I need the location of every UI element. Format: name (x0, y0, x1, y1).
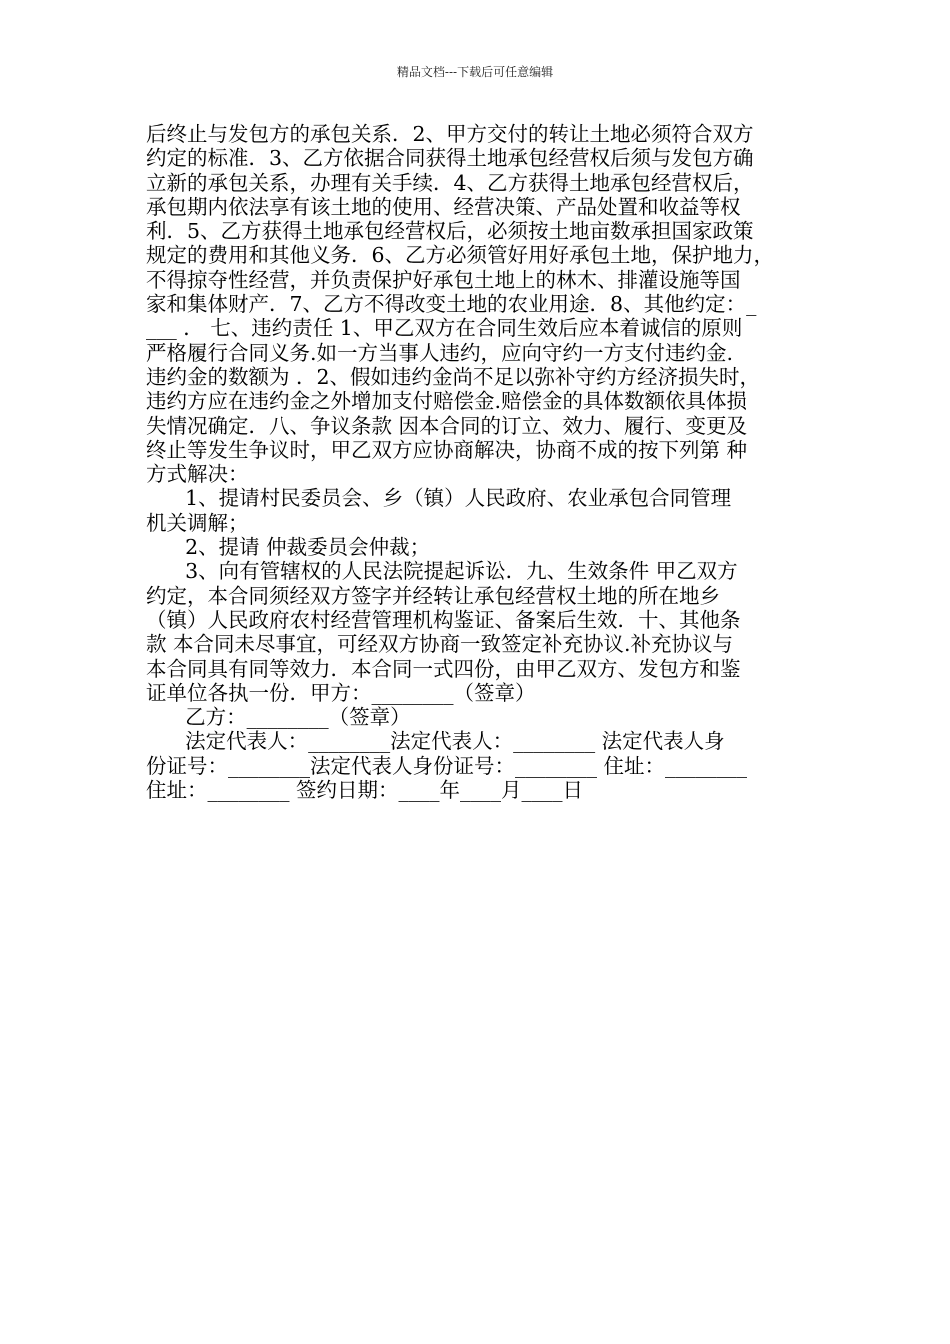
body-line: 立新的承包关系，办理有关手续．4、乙方获得土地承包经营权后， (146, 170, 754, 195)
body-line: 法定代表人：________法定代表人：________ 法定代表人身 (146, 729, 725, 754)
body-line: 利．5、乙方获得土地承包经营权后，必须按土地亩数承担国家政策 (146, 219, 754, 244)
body-line: 份证号：________法定代表人身份证号：________ 住址：________ (146, 753, 748, 778)
body-line: 不得掠夺性经营，并负责保护好承包土地上的林木、排灌设施等国 (146, 267, 741, 292)
body-line: 3、向有管辖权的人民法院提起诉讼．九、生效条件 甲乙双方 (146, 559, 738, 584)
body-line: 约定的标准．3、乙方依据合同获得土地承包经营权后须与发包方确 (146, 146, 754, 171)
body-line: 款 本合同未尽事宜，可经双方协商一致签定补充协议.补充协议与 (146, 632, 734, 657)
body-line: 承包期内依法享有该土地的使用、经营决策、产品处置和收益等权 (146, 194, 741, 219)
body-line: 乙方：________（签章） (146, 705, 411, 730)
body-line: 违约方应在违约金之外增加支付赔偿金.赔偿金的具体数额依具体损 (146, 389, 748, 414)
body-line: 约定，本合同须经双方签字并经转让承包经营权土地的所在地乡 (146, 583, 720, 608)
body-line: 家和集体财产．7、乙方不得改变土地的农业用途．8、其他约定：_ (146, 292, 757, 317)
document-body (146, 122, 811, 802)
body-line: （镇）人民政府农村经营管理机构鉴证、备案后生效．十、其他条 (146, 607, 741, 632)
body-line: 违约金的数额为 ．2、假如违约金尚不足以弥补守约方经济损失时， (146, 364, 761, 389)
body-line: 后终止与发包方的承包关系．2、甲方交付的转让土地必须符合双方 (146, 122, 754, 146)
body-line: 2、提请 仲裁委员会仲裁； (146, 535, 431, 560)
body-line: 证单位各执一份．甲方：________（签章） (146, 680, 536, 705)
body-line: 严格履行合同义务.如一方当事人违约，应向守约一方支付违约金. (146, 340, 734, 365)
body-line: 规定的费用和其他义务．6、乙方必须管好用好承包土地，保护地力， (146, 243, 775, 268)
body-line: 机关调解； (146, 510, 249, 535)
body-line: ___ ． 七、违约责任 1、甲乙双方在合同生效后应本着诚信的原则 (146, 316, 743, 341)
page-header: 精品文档---下载后可任意编辑 (396, 65, 554, 79)
body-line: 终止等发生争议时，甲乙双方应协商解决，协商不成的按下列第 种 (146, 437, 748, 462)
body-line: 1、提请村民委员会、乡（镇）人民政府、农业承包合同管理 (146, 486, 732, 511)
body-line: 方式解决： (146, 462, 249, 487)
body-line: 失情况确定．八、争议条款 因本合同的订立、效力、履行、变更及 (146, 413, 748, 438)
body-line: 住址：________ 签约日期：____年____月____日 (146, 778, 584, 803)
body-line: 本合同具有同等效力．本合同一式四份，由甲乙双方、发包方和鉴 (146, 656, 741, 681)
